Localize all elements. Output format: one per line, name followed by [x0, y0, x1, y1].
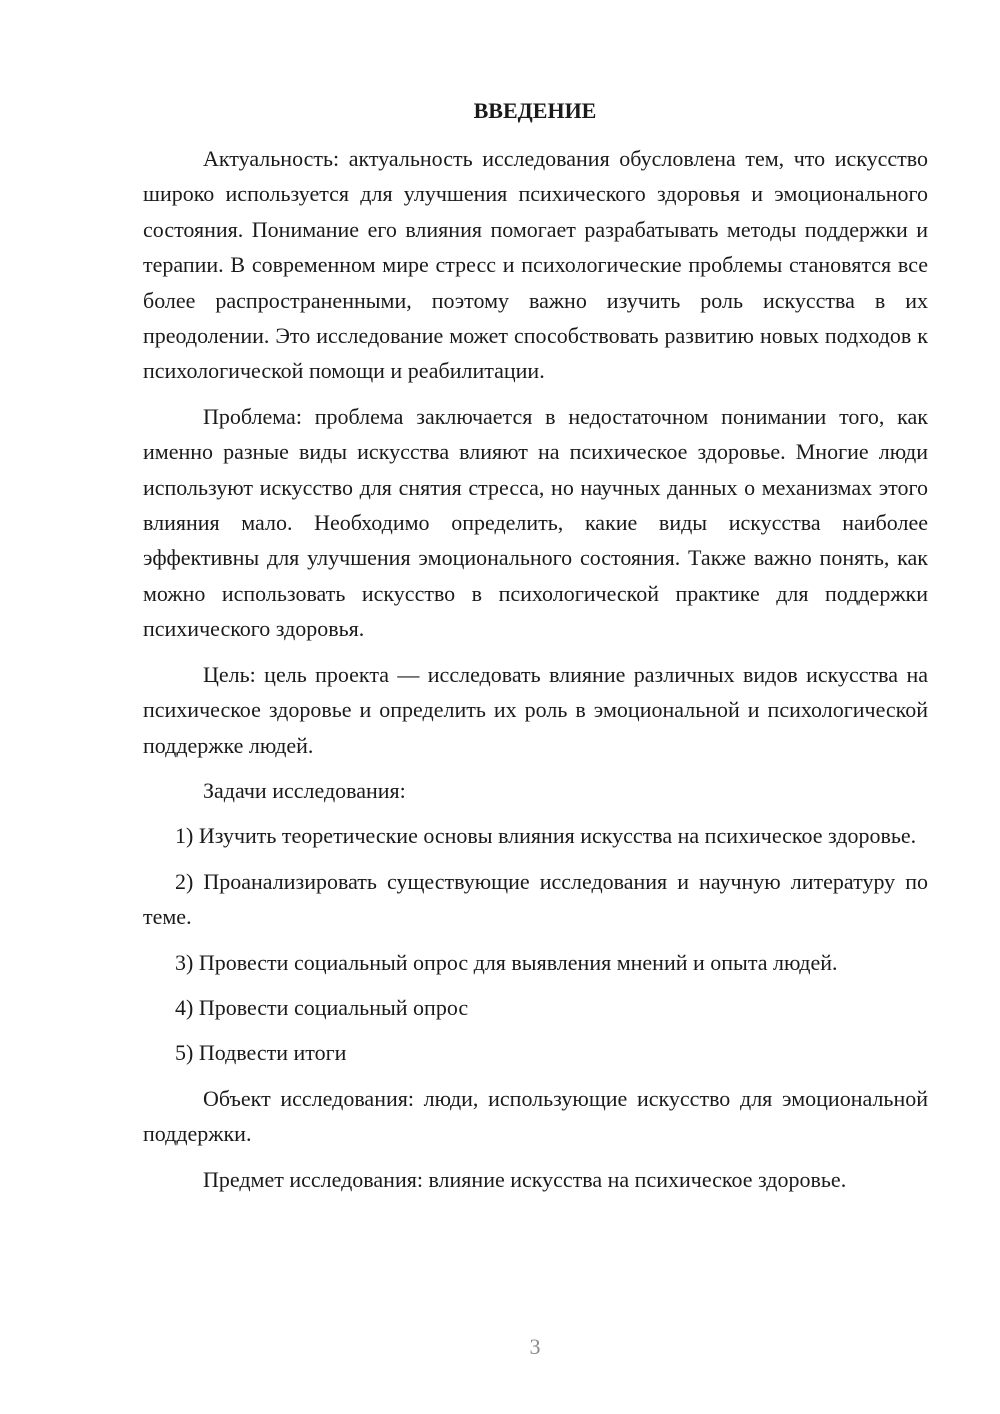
- task-item-5: 5) Подвести итоги: [175, 1040, 347, 1066]
- tasks-heading: Задачи исследования:: [203, 777, 406, 803]
- paragraph-relevance: Актуальность: актуальность исследования обусловлена тем, что искусство широко используется для улучшения психического здоровья и эмоционального состояния. Понимание его влияния помогает разрабатывать методы поддержки и терапии. В современном мире стресс и психологические проблемы становятся все более распространенными, поэтому важно изучить роль искусства в их преодолении. Это исследование может способствовать развитию новых подходов к психологической помощи и реабилитации.: [143, 146, 928, 384]
- task-item-1: 1) Изучить теоретические основы влияния искусства на психическое здоровье.: [175, 823, 917, 849]
- paragraph-subject: Предмет исследования: влияние искусства на психическое здоровье.: [203, 1166, 847, 1192]
- page-number: 3: [529, 1334, 541, 1359]
- task-item-4: 4) Провести социальный опрос: [175, 994, 469, 1020]
- paragraph-object: Объект исследования: люди, использующие искусство для эмоциональной поддержки.: [143, 1085, 928, 1147]
- paragraph-problem: Проблема: проблема заключается в недостаточном понимании того, как именно разные виды искусства влияют на психическое здоровье. Многие люди используют искусство для снятия стресса, но научных данных о механизмах этого влияния мало. Необходимо определить, какие виды искусства наиболее эффективны для улучшения эмоционального состояния. Также важно понять, как можно использовать искусство в психологической практике для поддержки психического здоровья.: [143, 403, 928, 642]
- section-heading: ВВЕДЕНИЕ: [473, 98, 597, 123]
- task-item-2: 2) Проанализировать существующие исследования и научную литературу по теме.: [143, 868, 928, 930]
- body-text: [143, 141, 928, 1197]
- task-item-3: 3) Провести социальный опрос для выявления мнений и опыта людей.: [175, 949, 838, 975]
- paragraph-goal: Цель: цель проекта — исследовать влияние различных видов искусства на психическое здоровье и определить их роль в эмоциональной и психологической поддержке людей.: [143, 661, 928, 758]
